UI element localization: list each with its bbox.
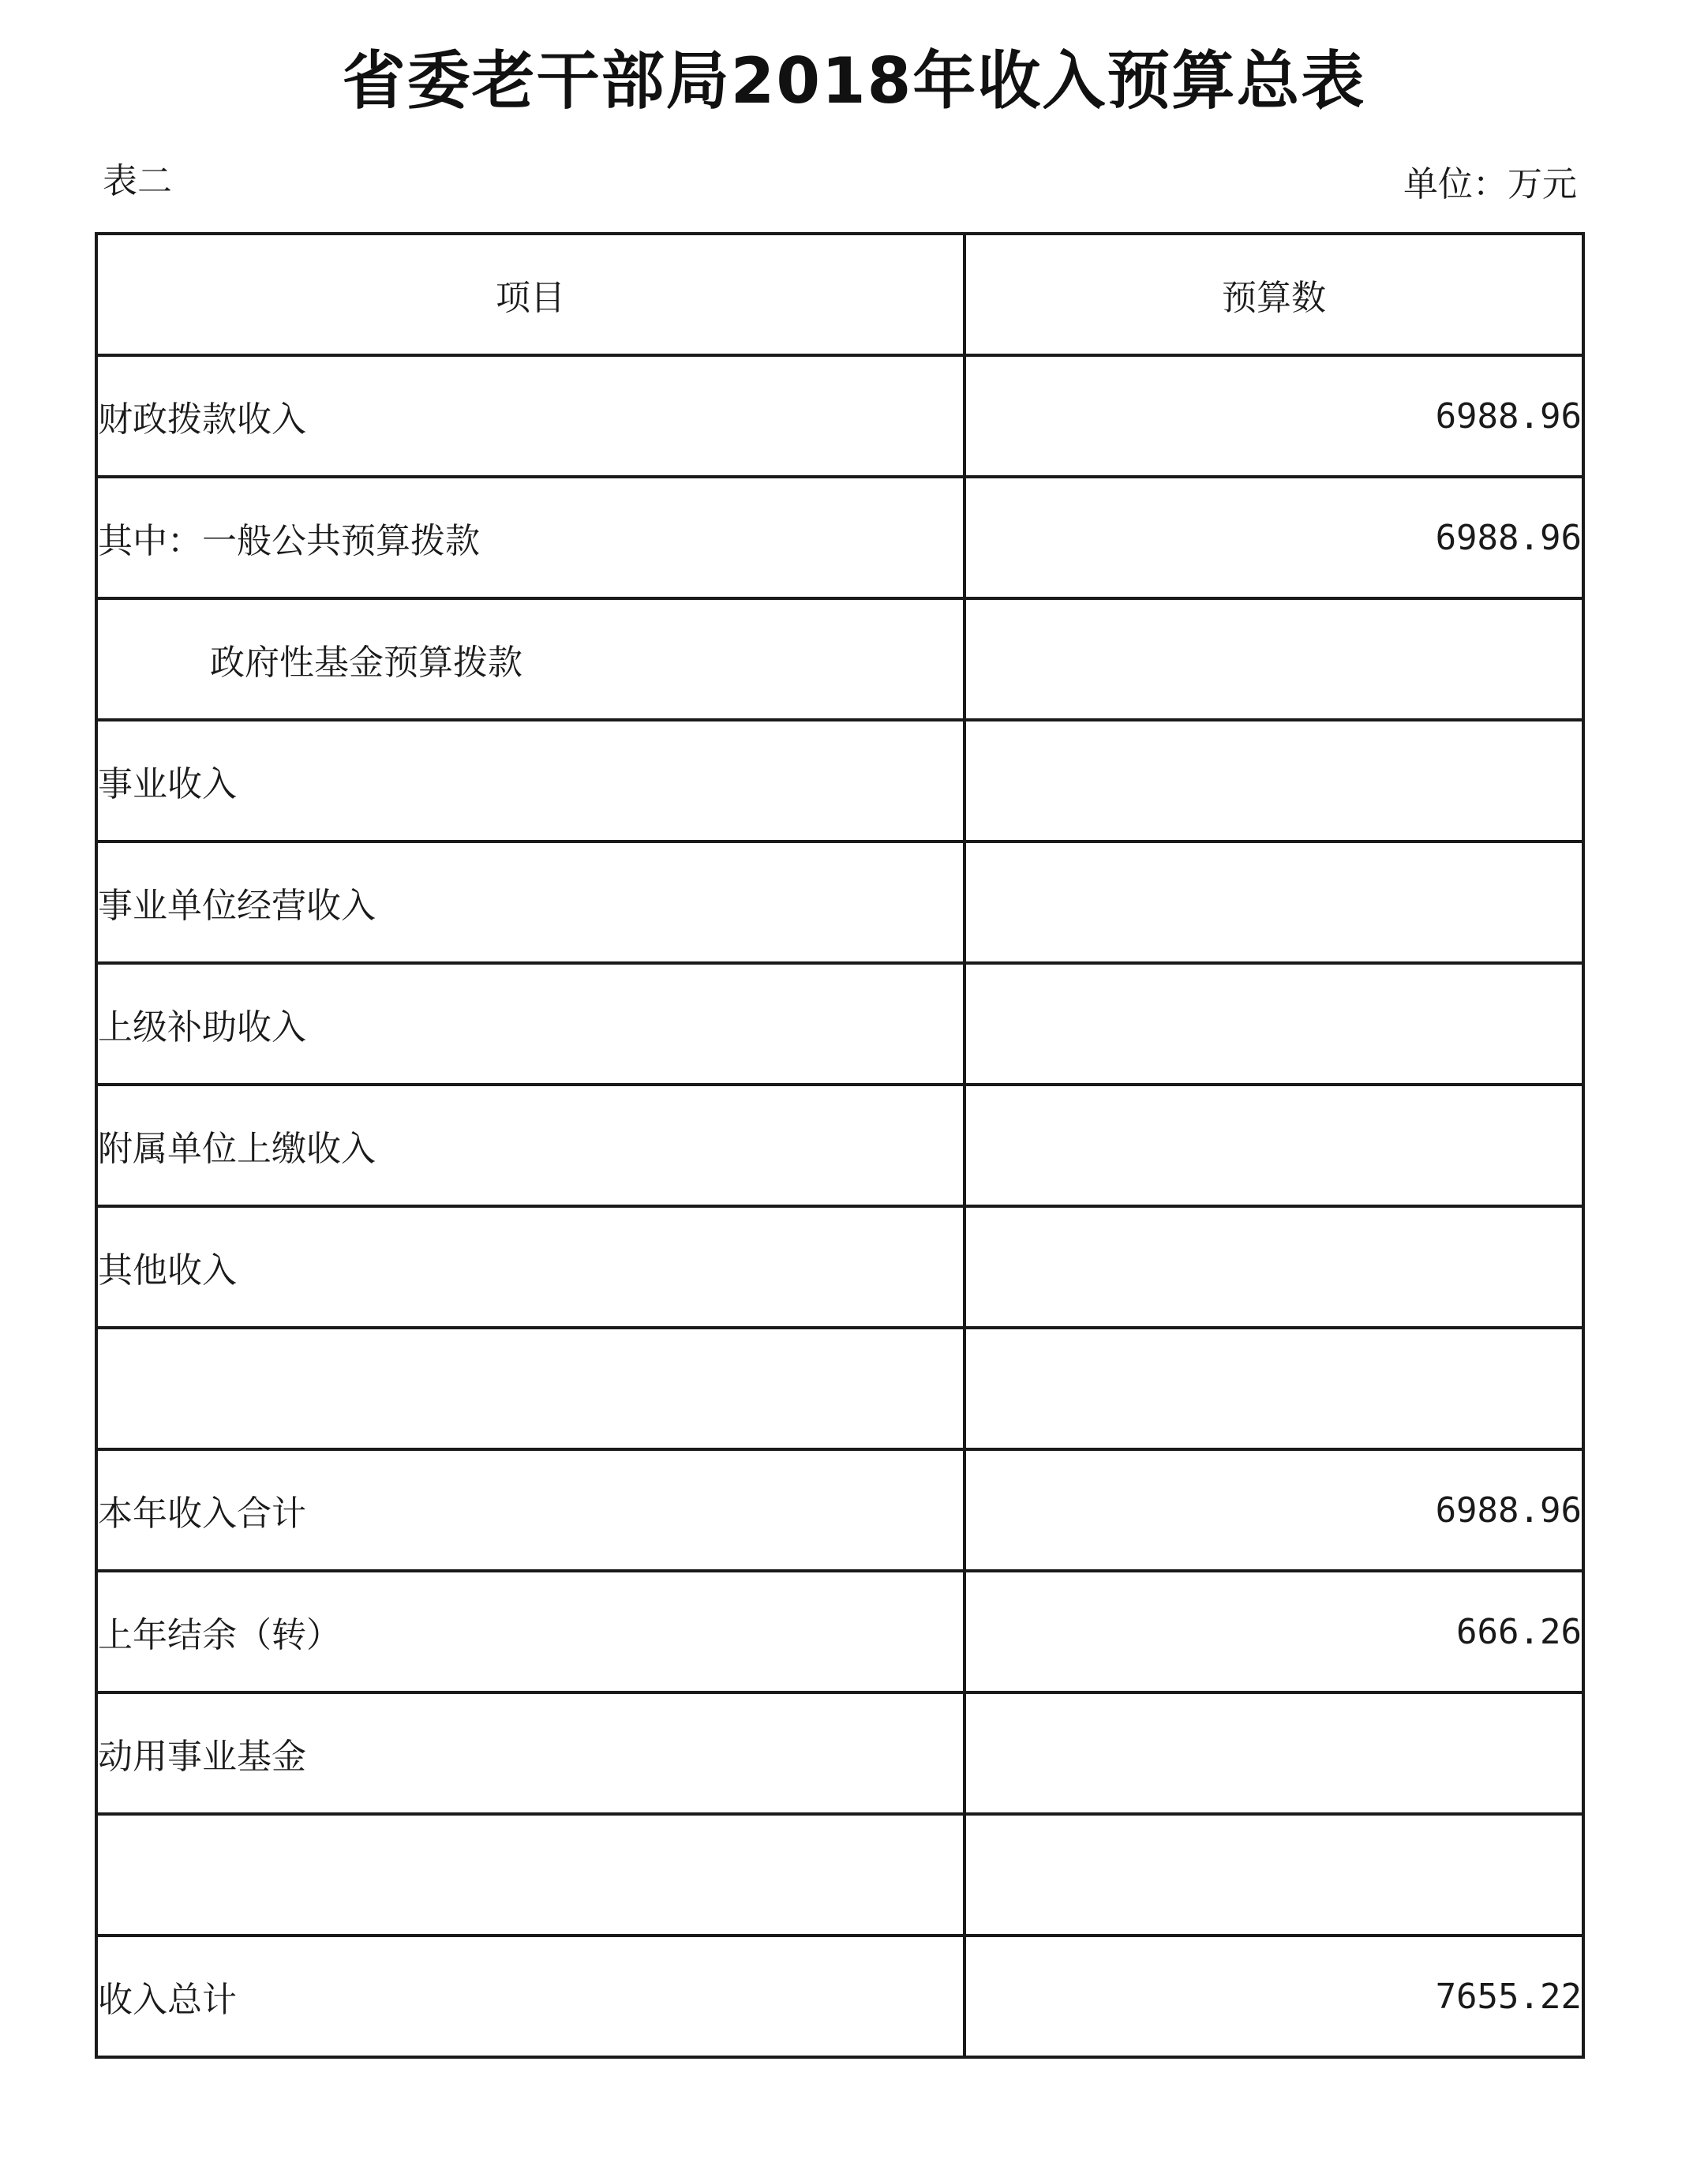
row-item: 上级补助收入	[96, 963, 964, 1085]
row-amount	[964, 1814, 1583, 1936]
table-row	[96, 1692, 1583, 1814]
row-amount	[964, 1206, 1583, 1328]
row-amount	[964, 598, 1583, 720]
row-item: 收入总计	[96, 1936, 964, 2057]
table-row	[96, 841, 1583, 963]
row-amount	[964, 720, 1583, 841]
table-row	[96, 1571, 1583, 1692]
row-amount	[964, 1328, 1583, 1449]
income-budget-table	[95, 232, 1585, 2059]
table-row	[96, 963, 1583, 1085]
row-amount: 7655.22	[964, 1936, 1583, 2057]
row-item: 事业收入	[96, 720, 964, 841]
table-row	[96, 598, 1583, 720]
table-row	[96, 477, 1583, 598]
row-item: 本年收入合计	[96, 1449, 964, 1571]
row-item: 其中：一般公共预算拨款	[96, 477, 964, 598]
unit-label: 单位：万元	[1403, 164, 1577, 204]
row-amount	[964, 1085, 1583, 1206]
row-amount: 6988.96	[964, 355, 1583, 477]
table-row	[96, 355, 1583, 477]
row-item: 附属单位上缴收入	[96, 1085, 964, 1206]
table-row	[96, 1814, 1583, 1936]
row-item: 上年结余（转）	[96, 1571, 964, 1692]
table-row	[96, 1936, 1583, 2057]
table-row	[96, 1328, 1583, 1449]
table-row	[96, 720, 1583, 841]
row-amount	[964, 841, 1583, 963]
header-item: 项目	[96, 234, 964, 355]
row-item: 其他收入	[96, 1206, 964, 1328]
header-amount: 预算数	[964, 234, 1583, 355]
row-amount: 6988.96	[964, 1449, 1583, 1571]
page-title: 省委老干部局2018年收入预算总表	[342, 44, 1366, 118]
row-amount: 666.26	[964, 1571, 1583, 1692]
row-item: 动用事业基金	[96, 1692, 964, 1814]
row-amount	[964, 1692, 1583, 1814]
row-item: 事业单位经营收入	[96, 841, 964, 963]
row-amount	[964, 963, 1583, 1085]
row-item	[96, 1328, 964, 1449]
table-row	[96, 1085, 1583, 1206]
row-item: 政府性基金预算拨款	[96, 598, 964, 720]
row-item	[96, 1814, 964, 1936]
table-row	[96, 1449, 1583, 1571]
table-row	[96, 1206, 1583, 1328]
row-amount: 6988.96	[964, 477, 1583, 598]
table-number: 表二	[103, 161, 172, 201]
table-header-row	[96, 234, 1583, 355]
row-item: 财政拨款收入	[96, 355, 964, 477]
